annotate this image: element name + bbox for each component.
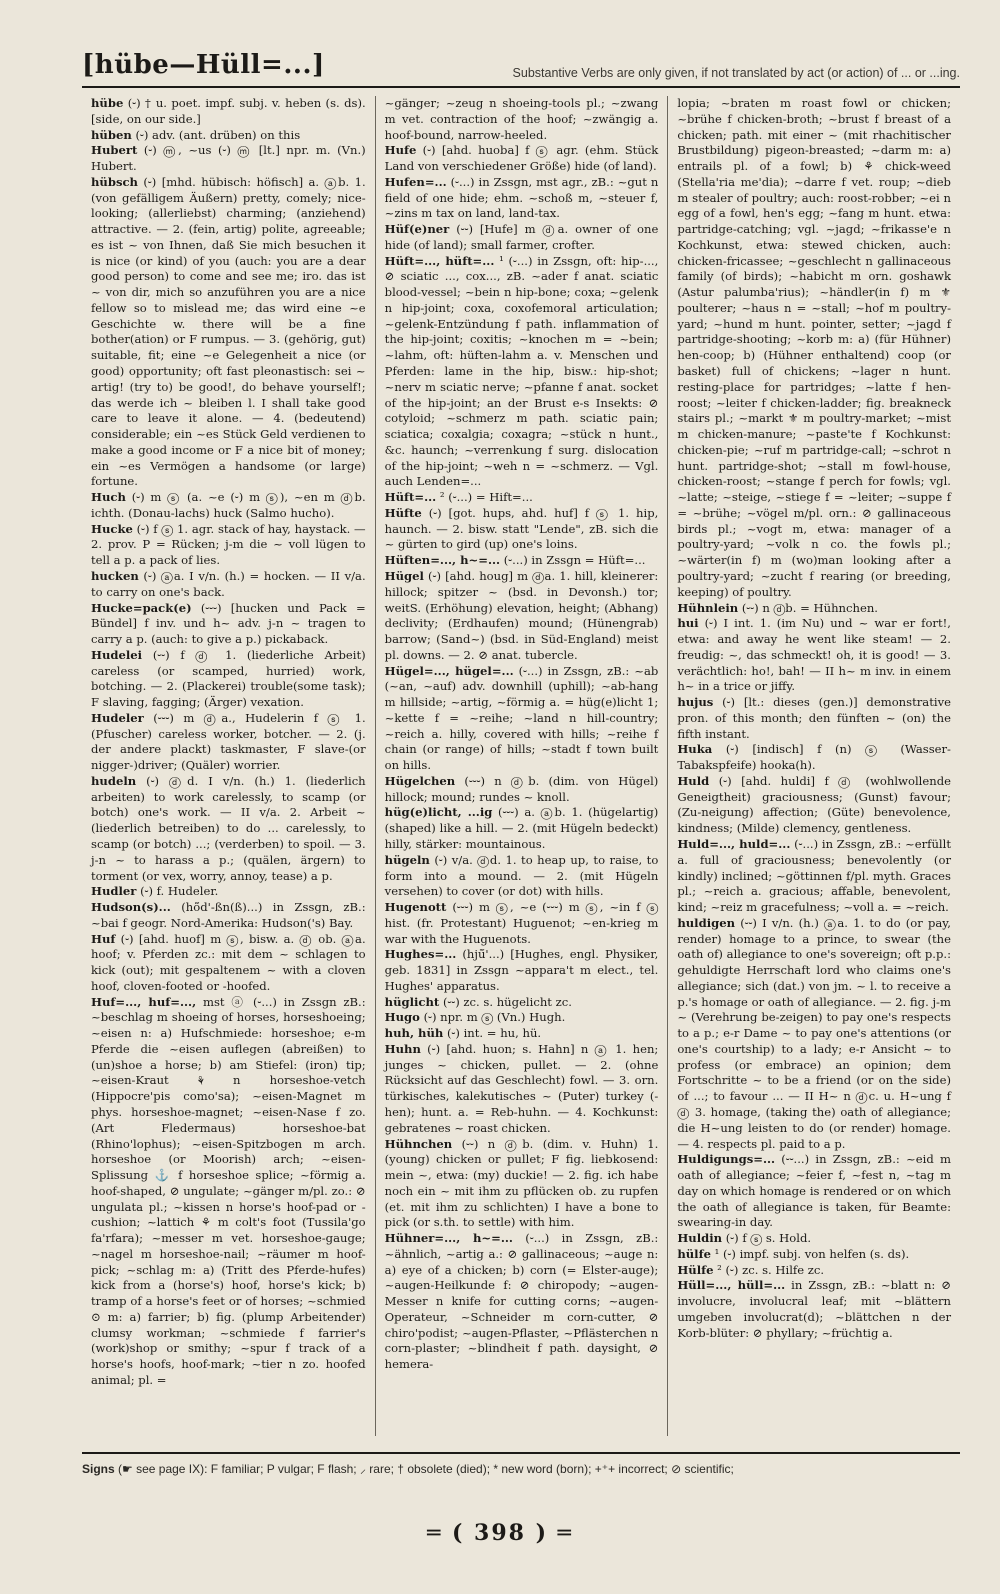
- dictionary-entry: [385, 143, 659, 175]
- dictionary-entry: [91, 522, 366, 569]
- entry-text: (⏑) [lt.: dieses (gen.)] demonstrative pron. of this month; den fünften ~ (on) the fifth instant.: [677, 695, 951, 741]
- dictionary-entry: [677, 1278, 951, 1341]
- entry-text: ² (⏑...) = Hift=...: [436, 490, 533, 505]
- entry-headword: Hucke: [91, 521, 133, 536]
- entry-text: ² (⏑) zc. s. Hilfe zc.: [713, 1262, 825, 1277]
- page-header: [82, 50, 960, 88]
- entry-text: (⏑) [ahd. huoba] f ⓢ agr. (ehm. Stück Land von verschiedener Größe) hide (of land).: [384, 143, 659, 174]
- signs-text: (☛ see page IX): F familiar; P vulgar; F flash; ⸝ rare; † obsolete (died); * new word (born); +⁺+ incorrect; ⊘ scientific;: [114, 1462, 734, 1476]
- dictionary-entry: [385, 254, 659, 490]
- dictionary-entry: [385, 1010, 659, 1026]
- entry-headword: Huldigungs=...: [677, 1152, 776, 1167]
- dictionary-entry: [91, 143, 366, 175]
- dictionary-entry: [91, 96, 366, 128]
- entry-headword: hucken: [91, 568, 139, 583]
- column-2: [375, 96, 668, 1436]
- entry-headword: Hudelei: [91, 647, 143, 662]
- dictionary-entry: [677, 1231, 951, 1247]
- entry-headword: hüg(e)licht, ...ig: [384, 805, 493, 820]
- dictionary-entry: [91, 601, 366, 648]
- dictionary-entry: [91, 995, 366, 1389]
- entry-text: (⏑...) in Zssgn, zB.: ~ähnlich, ~artig a.: ⊘ gallinaceous; ~auge n: a) eye of a chicken; b) corn (= Elster-auge); ~augen-Heilkunde f: ⊘ chiropody; ~augen-Messer n knife for cutting corns; ~augen-Operateur, ~Schneider m corn-cutter, ⊘ chiro'podist; ~augen-Pflaster, ~Pflästerchen n corn-plaster; ~blindheit f path. daysight, ⊘ hemera-: [384, 1231, 659, 1372]
- dictionary-entry: [385, 664, 659, 774]
- entry-text: (⏑) ⓓd. I v/n. (h.) 1. (liederlich arbeiten) to work carelessly, to scamp (or botch) one's work. — II v/a. 2. Arbeit ~ (liederlich betreiben) to do ... carelessly, to scamp (or botch) ...; (verderben) to spoil. — 3. j-n ~ to harass a p.; (quälen, ärgern) to torment (or vex, worry, annoy, tease) a p.: [91, 773, 366, 883]
- entry-headword: hügeln: [384, 852, 430, 867]
- entry-text: (⏑...) in Zssgn, zB.: ~erfüllt a. full of graciousness; benevolently (or kindly) inclined; ~göttinnen f/pl. myth. Graces pl.; ~reich a. gracious; affable, benevolent, kind; ~reiz m gracefulness; ~voll a. = ~reich.: [677, 836, 951, 915]
- page-number: ═ ( 398 ) ═: [427, 1520, 573, 1546]
- dictionary-entry: [677, 601, 951, 617]
- entry-headword: hübsch: [91, 174, 138, 189]
- dictionary-entry: [91, 900, 366, 932]
- entry-headword: Hugenott: [384, 900, 447, 915]
- entry-text: (⏑) v/a. ⓓd. 1. to heap up, to raise, to form into a mound. — 2. (mit Hügeln versehen) to cover (or dot) with hills.: [384, 852, 659, 899]
- entry-headword: Hühner=..., h~=...: [384, 1231, 513, 1246]
- entry-text: (⏑) ⓜ, ~us (⏑) ⓜ [lt.] npr. m. (Vn.) Hubert.: [91, 143, 366, 174]
- dictionary-entry: [91, 175, 366, 490]
- entry-text: (⏑) I int. 1. (im Nu) und ~ war er fort!, etwa: and away he went like steam! — 2. freudig: ~, das schmeckt! oh, it is good! — 3. verächtlich: ho!, bah! — II h~ m inv. in einem h~ in a trice or jiffy.: [677, 616, 951, 694]
- entry-text: lopia; ~braten m roast fowl or chicken; ~brühe f chicken-broth; ~brust f breast of a chicken; path. mit einer ~ (mit rhachitischer Brustbildung) pigeon-breasted; ~darm m: a) entrails pl. of a fowl; b) ⚘ chick-weed (Stella'ria me'dia); ~darre f vet. roup; ~dieb m stealer of poultry; auch: roost-robber; ~ei n egg of a fowl, hen's egg; ~fang m hunt. etwa: partridge-catching; vgl. ~jagd; ~frikasse'e n Kochkunst, etwa: stewed chicken, auch: chicken-fricassee; ~geschlecht n gallinaceous family (of birds); ~habicht m orn. goshawk (Astur palumba'rius); ~händler(in f) m ⚜ poulterer; ~haus n = ~stall; ~hof m poultry-yard; ~hund m hunt. pointer, setter; ~jagd f partridge-shooting; ~korb m: a) (für Hühner) hen-coop; b) (Hühner enthaltend) coop (or basket) full of chickens; ~lager n hunt. resting-place for partridges; ~latte f hen-roost; ~leiter f chicken-ladder; fig. breakneck stairs pl.; ~markt ⚜ m poultry-market; ~mist m chicken-manure; ~paste'te f Kochkunst: chicken-pie; ~ruf m partridge-call; ~schrot n hunt. partridge-shot; ~stall m fowl-house, chicken-roost; ~stange f perch for fowls; vgl. ~latte; ~steige, ~stiege f = ~leiter; ~suppe f = ~brühe; ~vögel m/pl. orn.: ⊘ gallinaceous birds pl.; ~vogt m, etwa: manager of a poultry-yard; ~volk n co. the fowls pl.; ~wärter(in f) m (wo)man looking after a poultry-yard; ~zucht f rearing (or breeding, keeping) of poultry.: [677, 96, 951, 599]
- dictionary-entry: [385, 805, 659, 852]
- entry-headword: Huch: [91, 490, 126, 505]
- entry-text: (⏑⏑⏑) [hucken und Pack = Bündel] f inv. und h~ adv. j-n ~ tragen to carry a p. (auch: to give a p.) pickaback.: [91, 600, 366, 647]
- dictionary-entry: [677, 837, 951, 916]
- entry-text: (hö̆d'-ßn(ß)...) in Zssgn, zB.: ~bai f geogr. Nord-Amerika: Hudson('s) Bay.: [91, 900, 366, 930]
- dictionary-entry: [385, 1137, 659, 1232]
- dictionary-entry: [91, 711, 366, 774]
- dictionary-entry: [677, 1152, 951, 1231]
- entry-headword: Hüft=..., hüft=...: [384, 253, 495, 268]
- dictionary-entry: [677, 616, 951, 695]
- entry-text: (⏑) adv. (ant. drüben) on this: [131, 127, 301, 142]
- entry-text: (⏑) f ⓢ 1. agr. stack of hay, haystack. — 2. prov. P = Rücken; j-m die ~ voll lügen to tell a p. a pack of lies.: [91, 521, 366, 568]
- entry-headword: Hudeler: [91, 710, 144, 725]
- dictionary-entry: [91, 128, 366, 144]
- entry-headword: Huf=..., huf=...,: [91, 994, 197, 1009]
- entry-text: (⏑...) in Zssgn, zB.: ~ab (~an, ~auf) adv. downhill (uphill); ~ab-hang m hillside; ~artig, ~förmig a. = hüg(e)licht 1; ~kette f = ~reihe; ~land n hill-country; ~reich a. hilly, covered with hills; ~reihe f chain (or range) of hills; ~stadt f town built on hills.: [384, 663, 659, 773]
- entry-headword: hüglicht: [384, 994, 440, 1009]
- dictionary-entry: [385, 1231, 659, 1373]
- dictionary-entry: [385, 774, 659, 806]
- entry-headword: Hughes=...: [384, 947, 457, 962]
- entry-headword: huldigen: [677, 915, 736, 930]
- entry-text: (⏑) npr. m ⓢ (Vn.) Hugh.: [419, 1010, 566, 1025]
- dictionary-entry: [677, 742, 951, 774]
- entry-headword: Huld=..., huld=...: [677, 836, 791, 851]
- entry-headword: Huldin: [677, 1231, 723, 1246]
- entry-text: (⏑⏑⏑) m ⓢ, ~e (⏑⏑⏑) m ⓢ, ~in f ⓢ hist. (fr. Protestant) Huguenot; ~en-krieg m war with the Huguenots.: [384, 900, 659, 946]
- entry-text: (⏑⏑) f ⓓ 1. (liederliche Arbeit) careless (or scamped, hurried) work, botching. — 2. (Plackerei) trouble(some task); F slaving, fagging; (Ärger) vexation.: [91, 647, 366, 710]
- dictionary-entry: [385, 553, 659, 569]
- entry-headword: Hüft=...: [384, 490, 437, 505]
- entry-headword: hüben: [91, 127, 132, 142]
- dictionary-entry: [385, 995, 659, 1011]
- entry-text: (⏑) f. Hudeler.: [136, 884, 219, 899]
- entry-headword: Hudson(s)...: [91, 900, 171, 915]
- entry-text: (⏑) [ahd. huldi] f ⓓ (wohlwollende Geneigtheit) graciousness; (Gunst) favour; (Zu-neigung) affection; (Güte) benevolence, kindness; (Milde) clemency, gentleness.: [677, 773, 951, 836]
- entry-text: (hjū̆'...) [Hughes, engl. Physiker, geb. 1831] in Zssgn ~appara't m elect., tel. Hughes' apparatus.: [384, 947, 659, 993]
- dictionary-entry: [385, 506, 659, 553]
- dictionary-columns: [82, 96, 960, 1436]
- entry-headword: Huhn: [384, 1041, 421, 1056]
- entry-text: (⏑) [ahd. houg] m ⓓa. 1. hill, kleinerer: hillock; spitzer ~ (bsd. in Devonsh.) tor; weit⁠S. (Erhöhung) elevation, height; (Abhang) declivity; (Erdhaufen) mound; (Hünengrab) barrow; (Sand~) (bsd. in Süd-England) meist pl. downs. — 2. ⊘ anat. tubercle.: [384, 568, 659, 662]
- entry-text: (⏑) f ⓢ s. Hold.: [722, 1231, 812, 1246]
- entry-headword: Hügelchen: [384, 773, 456, 788]
- dictionary-entry: [677, 916, 951, 1152]
- entry-text: (⏑) [got. hups, ahd. huf] f ⓢ 1. hip, haunch. — 2. bisw. statt "Lende", zB. sich die ~ gürten to gird (up) one's loins.: [384, 505, 659, 552]
- dictionary-entry: [677, 1247, 951, 1263]
- dictionary-entry: [91, 490, 366, 522]
- entry-text: ~gänger; ~zeug n shoeing-tools pl.; ~zwang m vet. contraction of the hoof; ~zwängig a. hoof-bound, narrow-heeled.: [384, 96, 659, 142]
- signs-label: Signs: [82, 1462, 115, 1476]
- dictionary-entry: [385, 96, 659, 143]
- entry-headword: Hucke=pack(e): [91, 600, 192, 615]
- entry-text: (⏑⏑⏑) m ⓓa., Hudelerin f ⓢ 1. (Pfuscher) careless worker, botcher. — 2. (j. der andere plackt) taskmaster, F slave-(or nigger-)driver; (Quäler) worrier.: [91, 710, 366, 773]
- entry-headword: Hüf(e)ner: [384, 222, 450, 237]
- dictionary-entry: [385, 490, 659, 506]
- header-note: Substantive Verbs are only given, if not translated by act (or action) of ... or ...ing.: [512, 66, 960, 80]
- entry-headword: hujus: [677, 695, 714, 710]
- dictionary-entry: [677, 96, 951, 601]
- dictionary-entry: [385, 900, 659, 947]
- entry-text: (⏑) ⓐa. I v/n. (h.) = hocken. — II v/a. to carry on one's back.: [91, 568, 366, 599]
- entry-headword: Huka: [677, 742, 713, 757]
- dictionary-entry: [385, 1026, 659, 1042]
- column-1: [82, 96, 375, 1436]
- entry-text: (⏑...) in Zssgn = Hüft=...: [500, 553, 646, 568]
- entry-text: (⏑⏑...) in Zssgn, zB.: ~eid m oath of allegiance; ~feier f, ~fest n, ~tag m day on which homage is rendered or on which the oath of allegiance is taken, für Beamte: swearing-in day.: [677, 1152, 951, 1230]
- entry-text: (⏑⏑) n ⓓb. = Hühnchen.: [738, 600, 878, 615]
- entry-text: (⏑⏑⏑) a. ⓐb. 1. (hügelartig) (shaped) like a hill. — 2. (mit Hügeln bedeckt) hilly, stärker: mountainous.: [384, 805, 659, 851]
- entry-headword: Huf: [91, 931, 116, 946]
- dictionary-entry: [677, 774, 951, 837]
- entry-headword: hülfe: [677, 1246, 711, 1261]
- entry-headword: hui: [677, 616, 699, 631]
- entry-headword: Hügel=..., hügel=...: [384, 663, 514, 678]
- dictionary-entry: [677, 695, 951, 742]
- dictionary-entry: [91, 774, 366, 884]
- entry-headword: hübe: [91, 96, 124, 110]
- entry-headword: Hühnlein: [677, 600, 739, 615]
- dictionary-entry: [385, 175, 659, 222]
- dictionary-entry: [91, 932, 366, 995]
- entry-text: (⏑⏑) n ⓓb. (dim. v. Huhn) 1. (young) chicken or pullet; F fig. liebkosend: mein ~, etwa: (my) duckie! — 2. fig. ich habe noch ein ~ mit ihm zu pflücken ob. zu rupfen (et. mit ihm zu schlichten) I have a bone to pick (or s.th. to settle) with him.: [384, 1136, 659, 1230]
- entry-text: ¹ (⏑) impf. subj. von helfen (s. ds).: [710, 1246, 910, 1261]
- entry-headword: Hüften=..., h~=...: [384, 553, 501, 568]
- entry-text: (⏑...) in Zssgn, mst agr., zB.: ~gut n field of one hide; ehm. ~schoß m, ~steuer f, ~zins m tax on land, land-tax.: [384, 174, 659, 221]
- entry-text: ¹ (⏑...) in Zssgn, oft: hip-..., ⊘ sciatic ..., cox..., zB. ~ader f anat. sciatic blood-vessel; ~bein n hip-bone; coxa; ~gelenk n hip-joint; coxa, coxofemoral articulation; ~gelenk-Entzündung f path. inflammation of the hip-joint; coxitis; ~knochen m = ~bein; ~lahm, oft: hüften-lahm a. v. Menschen und Pferden: lame in the hip, bisw.: hip-shot; ~nerv m sciatic nerve; ~pfanne f anat. socket of the hip-joint; an der Brust e-s Insekts: ⊘ cotyloid; ~schmerz m path. sciatic pain; sciatica; coxalgia; coxagra; ~stück n hunt., &c. haunch; ~verrenkung f surg. dislocation of the hip-joint; ~weh n = ~schmerz. — Vgl. auch Lenden=...: [384, 253, 659, 489]
- entry-text: (⏑⏑) zc. s. hügelicht zc.: [439, 994, 572, 1009]
- entry-text: (⏑) [indisch] f (n) ⓢ (Wasser-Tabakspfeife) hooka(h).: [677, 742, 951, 773]
- entry-headword: Hugo: [384, 1010, 420, 1025]
- entry-headword: Hubert: [91, 143, 138, 158]
- dictionary-entry: [385, 1042, 659, 1137]
- dictionary-entry: [385, 853, 659, 900]
- entry-headword: Hufe: [384, 143, 417, 158]
- dictionary-entry: [677, 1263, 951, 1279]
- entry-headword: Hufen=...: [384, 174, 447, 189]
- entry-headword: hudeln: [91, 773, 137, 788]
- entry-text: mst ⓐ (⏑...) in Zssgn zB.: ~beschlag m shoeing of horses, horseshoeing; ~eisen n: a) Hufschmiede: horseshoe; e-m Pferde die ~eisen auflegen (abreißen) to (un)shoe a horse; b) am Stiefel: (iron) tip; ~eisen-Kraut ⚘ n horseshoe-vetch (Hippocre'pis como'sa); ~eisen-Magnet m phys. horseshoe-magnet; ~eisen-Nase f zo. (Art Fledermaus) horseshoe-bat (Rhino'lophus); ~eisen-Spitzbogen m arch. horseshoe (or Moorish) arch; ~eisen-Splissung ⚓ f horseshoe splice; ~förmig a. hoof-shaped, ⊘ ungulate; ~gänger m/pl. zo.: ⊘ ungulata pl.; ~kissen n horse's hoof-pad or -cushion; ~lattich ⚘ m colt's foot (Tussila'go fa'rfara); ~messer m vet. horseshoe-gauge; ~nagel m horseshoe-nail; ~räumer m hoof-pick; ~schlag m: a) (Tritt des Pferde-hufes) kick from a (horse's) hoof, horse's kick; b) tramp of a horse's feet or of horses; ~schmied ⊙ m: a) farrier; b) fig. (plump Arbeitender) clumsy workman; ~schmiede f farrier's (work)shop or smithy; ~spur f track of a horse's hoofs, hoof-mark; ~tier n zo. hoofed animal; pl. =: [91, 994, 366, 1388]
- entry-text: (⏑) m ⓢ (a. ~e (⏑) m ⓢ), ~en m ⓓb. ichth. (Donau-lachs) huck (Salmo hucho).: [91, 490, 366, 520]
- entry-headword: huh, hüh: [384, 1026, 444, 1041]
- dictionary-entry: [91, 884, 366, 900]
- entry-text: (⏑) [ahd. huof] m ⓢ, bisw. a. ⓓ ob. ⓐa. hoof; v. Pferden zc.: mit dem ~ schlagen to kick (out); mit gespaltenem ~ with a cloven hoof, cloven-footed or -hoofed.: [91, 931, 366, 993]
- dictionary-entry: [385, 569, 659, 664]
- entry-headword: Hülfe: [677, 1262, 714, 1277]
- entry-text: (⏑⏑) I v/n. (h.) ⓐa. 1. to do (or pay, render) homage to a prince, to swear (the oath of) allegiance to one's sovereign; oft p.p.: gehuldigte Herrschaft lord who claims one's allegiance; sich (dat.) von jm. ~ l. to receive a p.'s homage or oath of allegiance. — 2. fig. j-m ~ (Verehrung be-zeigen) to pay one's respects to a p.; e-r Dame ~ to pay one's attentions (or one's courtship) to a lady; e-r Ansicht ~ to profess (or embrace) an opinion; dem Fortschritte ~ to be a friend (or on the side) of ...; to favour ... — II H~ n ⓓc. u. H~ung f ⓓ 3. homage, (taking the) oath of allegiance; die H~ung leisten to do (or render) homage. — 4. respects pl. paid to a p.: [677, 915, 951, 1151]
- entry-headword: Huld: [677, 773, 710, 788]
- entry-headword: Hüfte: [384, 505, 422, 520]
- dictionary-entry: [91, 569, 366, 601]
- dictionary-entry: [385, 947, 659, 994]
- entry-text: (⏑) [mhd. hübisch: höfisch] a. ⓐb. 1. (von gefälligem Äußern) pretty, comely; nice-looking; (allerliebst) charming; (anziehend) attractive. — 2. (fein, artig) polite, agreeable; es ist ~ von Ihnen, daß Sie mich besuchen it is nice (or kind) of you (auch: you are a dear good person) to come and see me; iro. das ist ~ von dir, mich so anzuführen you are a nice fellow so to mislead me; das wird eine ~e Geschichte w. there will be a fine bother(ation) or F rumpus. — 3. (gehörig, gut) suitable, fit; eine ~e Gelegenheit a nice (or good) opportunity; oft fast pleonastisch: sei ~ artig! (try to) be good!, do behave yourself!; das werde ich ~ bleiben l. I shall take good care to leave it alone. — 4. (bedeutend) considerable; ein ~es Stück Geld verdienen to make a good income or F a nice bit of money; ein ~es Vermögen a handsome (or large) fortune.: [91, 174, 366, 489]
- dictionary-entry: [91, 648, 366, 711]
- column-3: [667, 96, 960, 1436]
- entry-text: (⏑⏑) [Hufe] m ⓓa. owner of one hide (of land); small farmer, crofter.: [384, 222, 659, 252]
- entry-text: (⏑⏑⏑) n ⓓb. (dim. von Hügel) hillock; mound; rundes ~ knoll.: [384, 773, 659, 804]
- entry-headword: Hühnchen: [384, 1136, 453, 1151]
- entry-text: in Zssgn, zB.: ~blatt n: ⊘ involucre, involucral leaf; mit ~blättern umgeben involucrat(d); ~blättchen n der Korb-blüter: ⊘ phyllary; ~früchtig a.: [677, 1278, 951, 1340]
- entry-text: (⏑) int. = hu, hü.: [443, 1026, 542, 1041]
- entry-text: (⏑) † u. poet. impf. subj. v. heben (s. ds). [side, on our side.]: [91, 96, 366, 126]
- entry-headword: Hügel: [384, 568, 424, 583]
- entry-headword: Hudler: [91, 884, 137, 899]
- signs-legend: [82, 1452, 960, 1477]
- entry-text: (⏑) [ahd. huon; s. Hahn] n ⓐ 1. hen; junges ~ chicken, pullet. — 2. (ohne Rücksicht auf das Geschlecht) fowl. — 3. orn. türkisches, kalekutisches ~ (Puter) turkey (-hen); hunt. a. = Reb-huhn. — 4. Kochkunst: gebratenes ~ roast chicken.: [384, 1041, 659, 1135]
- entry-headword: Hüll=..., hüll=...: [677, 1278, 786, 1293]
- dictionary-entry: [385, 222, 659, 254]
- page-title: [hübe—Hüll=...]: [82, 50, 325, 80]
